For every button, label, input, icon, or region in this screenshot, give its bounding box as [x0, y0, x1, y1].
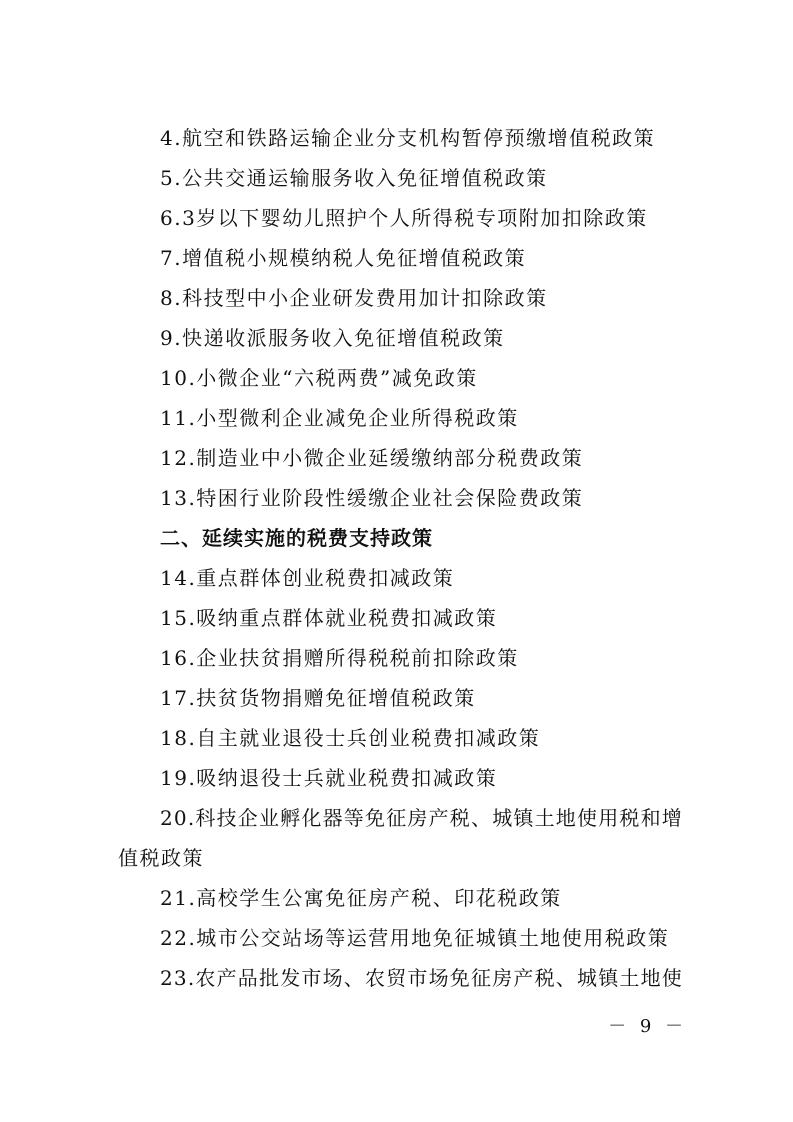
- list-item: 4.航空和铁路运输企业分支机构暂停预缴增值税政策: [160, 126, 656, 150]
- page-number: － 9 －: [608, 1016, 687, 1037]
- section-heading: 二、延续实施的税费支持政策: [160, 526, 433, 550]
- list-item: 7.增值税小规模纳税人免征增值税政策: [160, 246, 527, 270]
- list-item: 8.科技型中小企业研发费用加计扣除政策: [160, 286, 548, 310]
- list-item: 13.特困行业阶段性缓缴企业社会保险费政策: [160, 486, 584, 510]
- list-item: 6.3岁以下婴幼儿照护个人所得税专项附加扣除政策: [160, 206, 648, 230]
- list-item: 15.吸纳重点群体就业税费扣减政策: [160, 606, 498, 630]
- list-item-first-line: 20.科技企业孵化器等免征房产税、城镇土地使用税和增: [160, 806, 684, 830]
- list-item: 21.高校学生公寓免征房产税、印花税政策: [160, 886, 562, 910]
- list-item: 14.重点群体创业税费扣减政策: [160, 566, 455, 590]
- list-item-partial: 23.农产品批发市场、农贸市场免征房产税、城镇土地使: [160, 966, 684, 990]
- list-item: 10.小微企业“六税两费”减免政策: [160, 366, 478, 390]
- list-item: 5.公共交通运输服务收入免征增值税政策: [160, 166, 548, 190]
- list-item: 22.城市公交站场等运营用地免征城镇土地使用税政策: [160, 926, 670, 950]
- list-item: 17.扶贫货物捐赠免征增值税政策: [160, 686, 476, 710]
- list-item: 12.制造业中小微企业延缓缴纳部分税费政策: [160, 446, 584, 470]
- list-item: 16.企业扶贫捐赠所得税税前扣除政策: [160, 646, 519, 670]
- list-item-continuation: 值税政策: [118, 846, 204, 870]
- list-item: 9.快递收派服务收入免征增值税政策: [160, 326, 505, 350]
- list-item: 18.自主就业退役士兵创业税费扣减政策: [160, 726, 541, 750]
- list-item: 11.小型微利企业减免企业所得税政策: [160, 406, 519, 430]
- list-item: 19.吸纳退役士兵就业税费扣减政策: [160, 766, 498, 790]
